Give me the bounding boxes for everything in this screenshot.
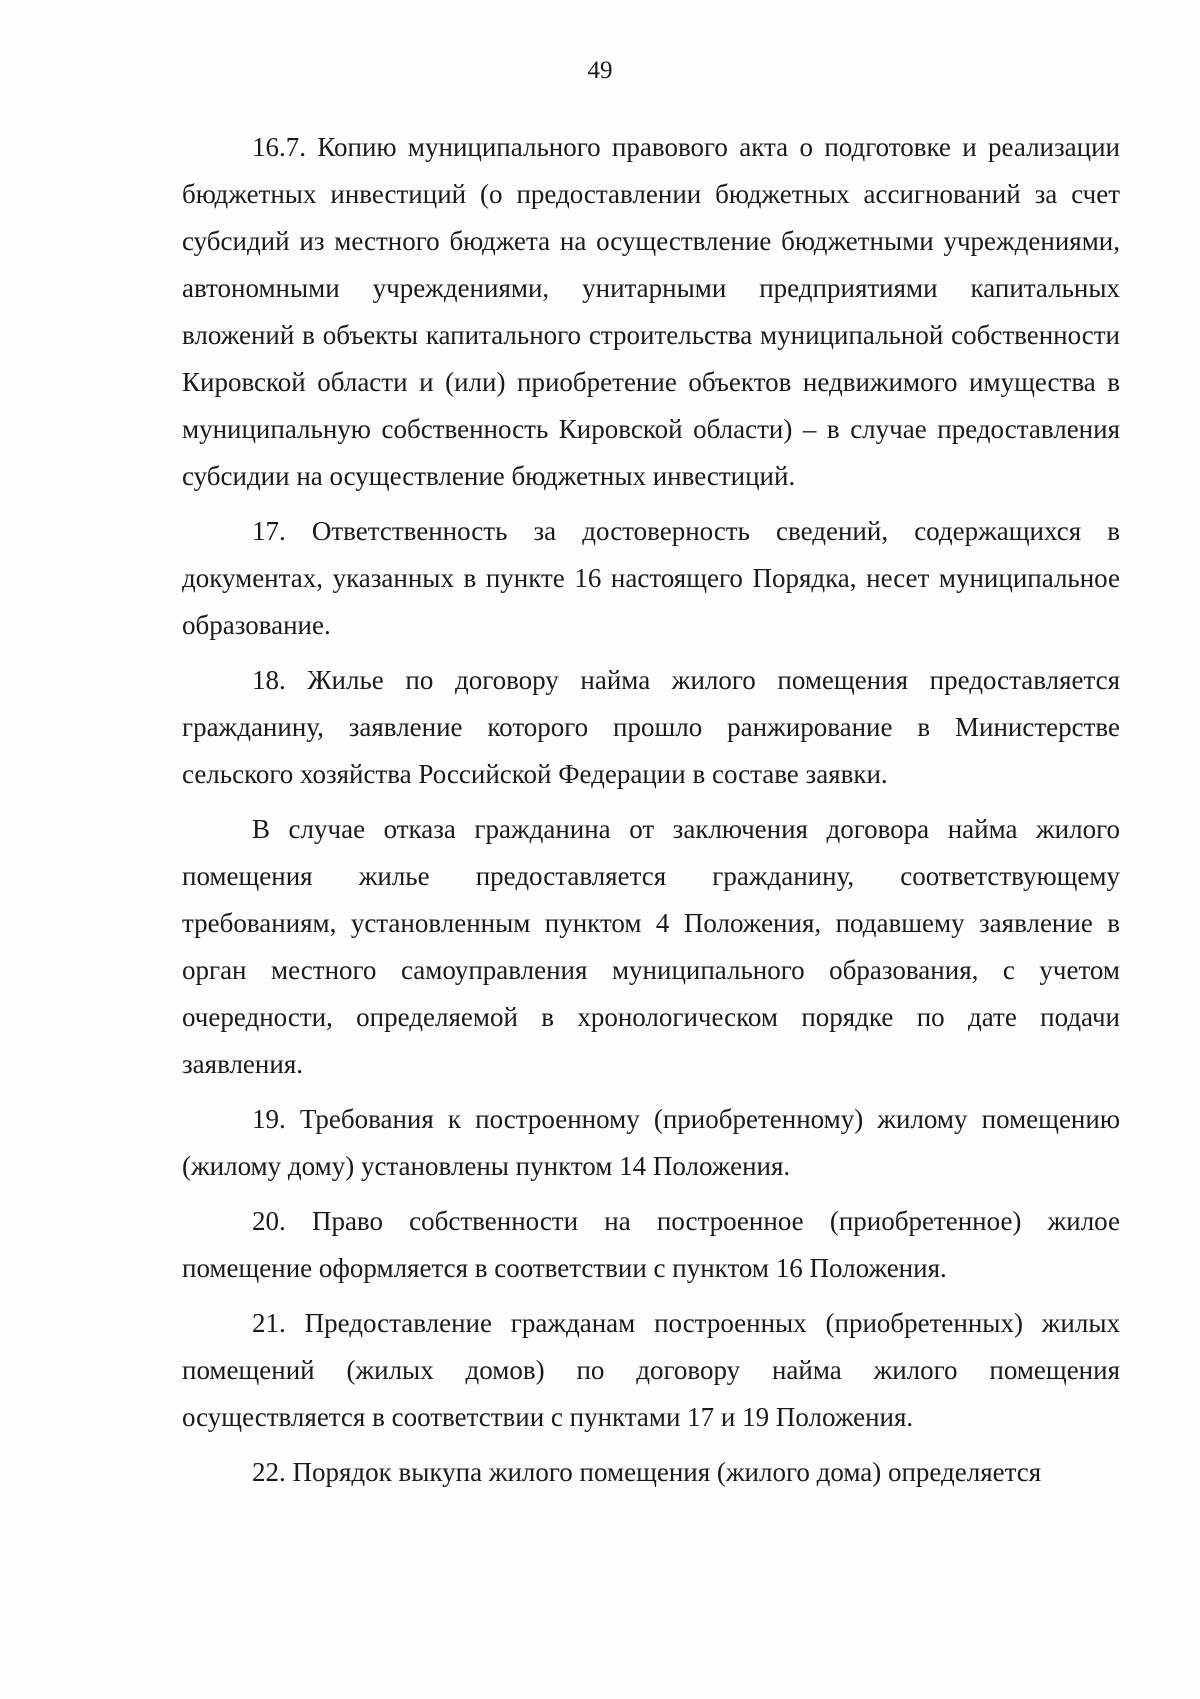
paragraph-20: 20. Право собственности на построенное (приобретенное) жилое помещение оформляется в соответствии с пунктом 16 Положения. xyxy=(182,1206,1120,1283)
paragraph-16-7: 16.7. Копию муниципального правового акта о подготовке и реализации бюджетных инвестиций (о предоставлении бюджетных ассигнований за счет субсидий из местного бюджета на осуществление бюджетными учреждениями, автономными учреждениями, унитарными предприятиями капитальных вложений в объекты капитального строительства муниципальной собственности Кировской области и (или) приобретение объектов недвижимого имущества в муниципальную собственность Кировской области) – в случае предоставления субсидии на осуществление бюджетных инвестиций. xyxy=(182,132,1120,491)
paragraph-18: 18. Жилье по договору найма жилого помещения предоставляется гражданину, заявление которого прошло ранжирование в Министерстве сельского хозяйства Российской Федерации в составе заявки. xyxy=(182,665,1120,789)
paragraph-17: 17. Ответственность за достоверность сведений, содержащихся в документах, указанных в пункте 16 настоящего Порядка, несет муниципальное образование. xyxy=(182,516,1120,640)
paragraph-19: 19. Требования к построенному (приобретенному) жилому помещению (жилому дому) установлены пунктом 14 Положения. xyxy=(182,1104,1120,1181)
paragraph-18-refusal: В случае отказа гражданина от заключения договора найма жилого помещения жилье предоставляется гражданину, соответствующему требованиям, установленным пунктом 4 Положения, подавшему заявление в орган местного самоуправления муниципального образования, с учетом очередности, определяемой в хронологическом порядке по дате подачи заявления. xyxy=(182,814,1120,1079)
page-number: 49 xyxy=(587,57,613,84)
document-body xyxy=(182,124,1120,1496)
paragraph-21: 21. Предоставление гражданам построенных (приобретенных) жилых помещений (жилых домов) по договору найма жилого помещения осуществляется в соответствии с пунктами 17 и 19 Положения. xyxy=(182,1308,1120,1432)
paragraph-22: 22. Порядок выкупа жилого помещения (жилого дома) определяется xyxy=(252,1457,1042,1487)
